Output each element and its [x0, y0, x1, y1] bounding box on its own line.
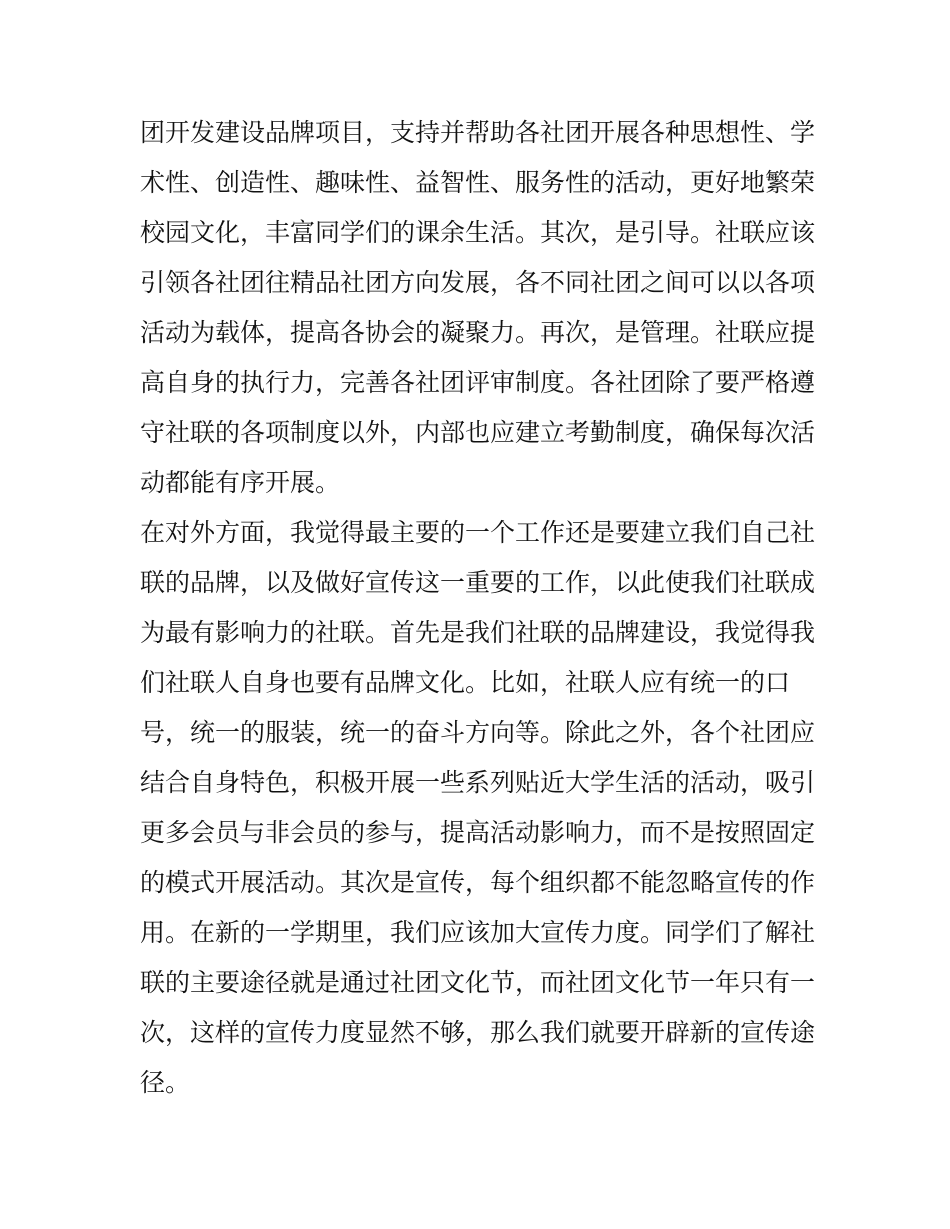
text-line: 高自身的执行力，完善各社团评审制度。各社团除了要严格遵 — [140, 368, 816, 397]
text-line: 在对外方面，我觉得最主要的一个工作还是要建立我们自己社 — [140, 518, 816, 547]
text-line: 为最有影响力的社联。首先是我们社联的品牌建设，我觉得我 — [140, 618, 816, 647]
text-line: 联的主要途径就是通过社团文化节，而社团文化节一年只有一 — [140, 968, 816, 997]
text-line: 团开发建设品牌项目，支持并帮助各社团开展各种思想性、学 — [140, 118, 816, 147]
text-line: 号，统一的服装，统一的奋斗方向等。除此之外，各个社团应 — [140, 718, 816, 747]
text-line: 守社联的各项制度以外，内部也应建立考勤制度，确保每次活 — [140, 418, 816, 447]
text-line: 校园文化，丰富同学们的课余生活。其次，是引导。社联应该 — [140, 218, 816, 247]
text-line: 术性、创造性、趣味性、益智性、服务性的活动，更好地繁荣 — [140, 168, 816, 197]
text-line: 更多会员与非会员的参与，提高活动影响力，而不是按照固定 — [140, 818, 816, 847]
text-line: 们社联人自身也要有品牌文化。比如，社联人应有统一的口 — [140, 668, 791, 697]
text-line: 用。在新的一学期里，我们应该加大宣传力度。同学们了解社 — [140, 918, 816, 947]
text-line: 径。 — [140, 1068, 191, 1097]
text-line: 次，这样的宣传力度显然不够，那么我们就要开辟新的宣传途 — [140, 1018, 816, 1047]
text-line: 结合自身特色，积极开展一些系列贴近大学生活的活动，吸引 — [140, 768, 816, 797]
text-line: 联的品牌，以及做好宣传这一重要的工作，以此使我们社联成 — [140, 568, 816, 597]
text-line: 活动为载体，提高各协会的凝聚力。再次，是管理。社联应提 — [140, 318, 816, 347]
text-line: 的模式开展活动。其次是宣传，每个组织都不能忽略宣传的作 — [140, 868, 816, 897]
text-line: 动都能有序开展。 — [140, 468, 341, 497]
text-line: 引领各社团往精品社团方向发展，各不同社团之间可以以各项 — [140, 268, 816, 297]
body-text — [140, 108, 820, 1108]
